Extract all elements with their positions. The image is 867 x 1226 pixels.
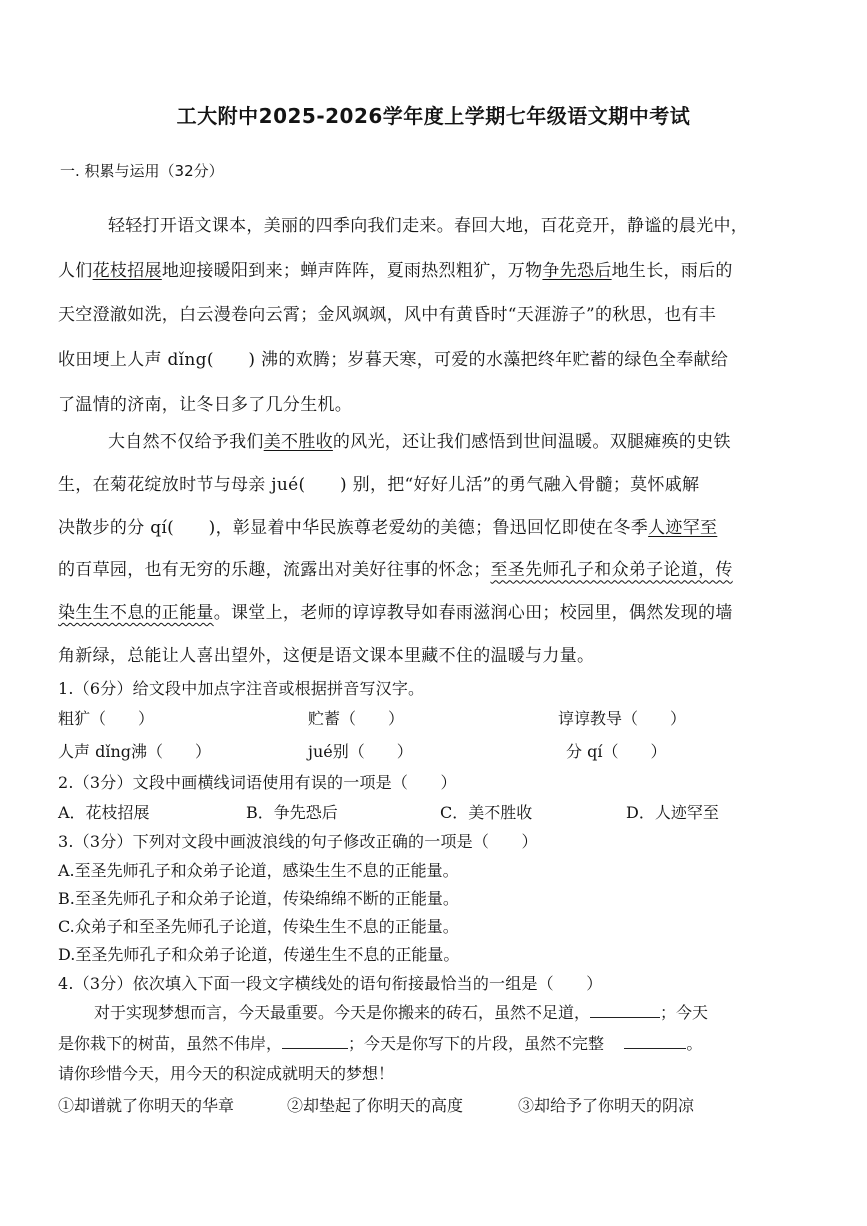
exam-title: 工大附中2025-2026学年度上学期七年级语文期中考试 (176, 104, 691, 128)
passage2-line-4 (58, 549, 810, 592)
q2-option-d: D．人迹罕至 (626, 803, 719, 822)
text-span: 对于实现梦想而言，今天最重要。今天是你搬来的砖石，虽然不足道， (94, 1003, 591, 1022)
q4-line-1 (58, 998, 818, 1029)
q2-option-b: B．争先恐后 (246, 803, 338, 822)
fill-blank-1[interactable] (590, 1003, 660, 1018)
q4-option-3: ③却给予了你明天的阴凉 (518, 1096, 695, 1115)
text-span: 决散步的分 qí( )，彰显着中华民族尊老爱幼的美德；鲁迅回忆即使在冬季 (58, 517, 649, 538)
q3-option-d: D.至圣先师孔子和众弟子论道，传递生生不息的正能量。 (58, 945, 460, 964)
text-span: ；今天 (660, 1003, 709, 1022)
passage2-line-6: 角新绿，总能让人喜出望外，这便是语文课本里藏不住的温暖与力量。 (58, 645, 595, 666)
fill-blank-2[interactable] (282, 1034, 348, 1049)
q1-item-b: 贮蓄（ ） (308, 709, 405, 728)
text-span: 地迎接暖阳到来；蝉声阵阵，夏雨热烈粗犷，万物 (161, 260, 543, 281)
q4-option-1: ①却谱就了你明天的华章 (58, 1096, 235, 1115)
underlined-term-zhengxian: 争先恐后 (542, 260, 612, 281)
underlined-term-huazhi: 花枝招展 (92, 260, 162, 281)
passage1-line-1: 轻轻打开语文课本，美丽的四季向我们走来。春回大地，百花竞开，静谧的晨光中， (108, 216, 749, 236)
q4-line-2 (58, 1029, 818, 1060)
text-span: 地生长，雨后的 (611, 260, 733, 281)
question-2-stem: 2.（3分）文段中画横线词语使用有误的一项是（ ） (58, 773, 457, 792)
q4-option-2: ②却垫起了你明天的高度 (287, 1096, 464, 1115)
q1-item-f: 分 qí（ ） (566, 742, 667, 761)
q3-option-a: A.至圣先师孔子和众弟子论道，感染生生不息的正能量。 (58, 861, 459, 880)
underlined-term-meibu: 美不胜收 (263, 432, 333, 452)
q2-option-c: C．美不胜收 (440, 803, 533, 822)
q4-passage (58, 998, 818, 1090)
question-4-stem: 4.（3分）依次填入下面一段文字横线处的语句衔接最恰当的一组是（ ） (58, 974, 603, 993)
question-1-stem: 1.（6分）给文段中加点字注音或根据拼音写汉字。 (58, 679, 425, 698)
question-3-stem: 3.（3分）下列对文段中画波浪线的句子修改正确的一项是（ ） (58, 832, 538, 851)
q2-option-a: A．花枝招展 (58, 803, 150, 822)
q3-option-b: B.至圣先师孔子和众弟子论道，传染绵绵不断的正能量。 (58, 889, 459, 908)
passage2-line-2: 生，在菊花绽放时节与母亲 jué( ) 别，把“好好儿活”的勇气融入骨髓；莫怀戚解 (58, 474, 700, 495)
text-span: 。课堂上，老师的谆谆教导如春雨滋润心田；校园里，偶然发现的墙 (213, 603, 733, 624)
text-span: 人们 (58, 260, 93, 281)
q1-item-e: jué别（ ） (308, 742, 413, 761)
fill-blank-3[interactable] (624, 1034, 686, 1049)
wavy-sentence-part-1: 至圣先师孔子和众弟子论道，传 (490, 560, 733, 581)
q4-line-3: 请你珍惜今天，用今天的积淀成就明天的梦想！ (58, 1064, 395, 1083)
underlined-term-renji: 人迹罕至 (648, 517, 718, 538)
passage-paragraph-1 (58, 204, 810, 428)
text-span: ；今天是你写下的片段，虽然不完整 (348, 1033, 605, 1053)
text-span: 。 (686, 1033, 703, 1053)
passage1-line-4: 收田埂上人声 dǐng( ) 沸的欢腾；岁暮天寒，可爱的水藻把终年贮蓄的绿色全奉献给 (58, 350, 729, 371)
text-span: 的百草园，也有无穷的乐趣，流露出对美好往事的怀念； (58, 560, 491, 581)
text-span: 的风光，还让我们感悟到世间温暖。双腿瘫痪的史铁 (332, 432, 731, 452)
q1-item-c: 谆谆教导（ ） (558, 709, 687, 728)
passage1-line-2 (58, 249, 810, 294)
text-span: 大自然不仅给予我们 (108, 432, 264, 452)
q1-item-a: 粗犷（ ） (58, 709, 155, 728)
text-span: 是你栽下的树苗，虽然不伟岸， (58, 1033, 283, 1053)
wavy-sentence-part-2: 染生生不息的正能量 (58, 603, 214, 624)
passage2-line-1 (58, 421, 810, 464)
passage2-line-5 (58, 592, 810, 635)
section-heading: 一. 积累与运用（32分） (60, 162, 224, 180)
passage2-line-3 (58, 507, 810, 550)
passage1-line-5: 了温情的济南，让冬日多了几分生机。 (58, 394, 353, 415)
q1-item-d: 人声 dǐng沸（ ） (58, 742, 211, 761)
passage-paragraph-2 (58, 421, 810, 678)
passage1-line-3: 天空澄澈如洗，白云漫卷向云霄；金风飒飒，风中有黄昏时“天涯游子”的秋思，也有丰 (58, 305, 717, 326)
q3-option-c: C.众弟子和至圣先师孔子论道，传染生生不息的正能量。 (58, 917, 459, 936)
